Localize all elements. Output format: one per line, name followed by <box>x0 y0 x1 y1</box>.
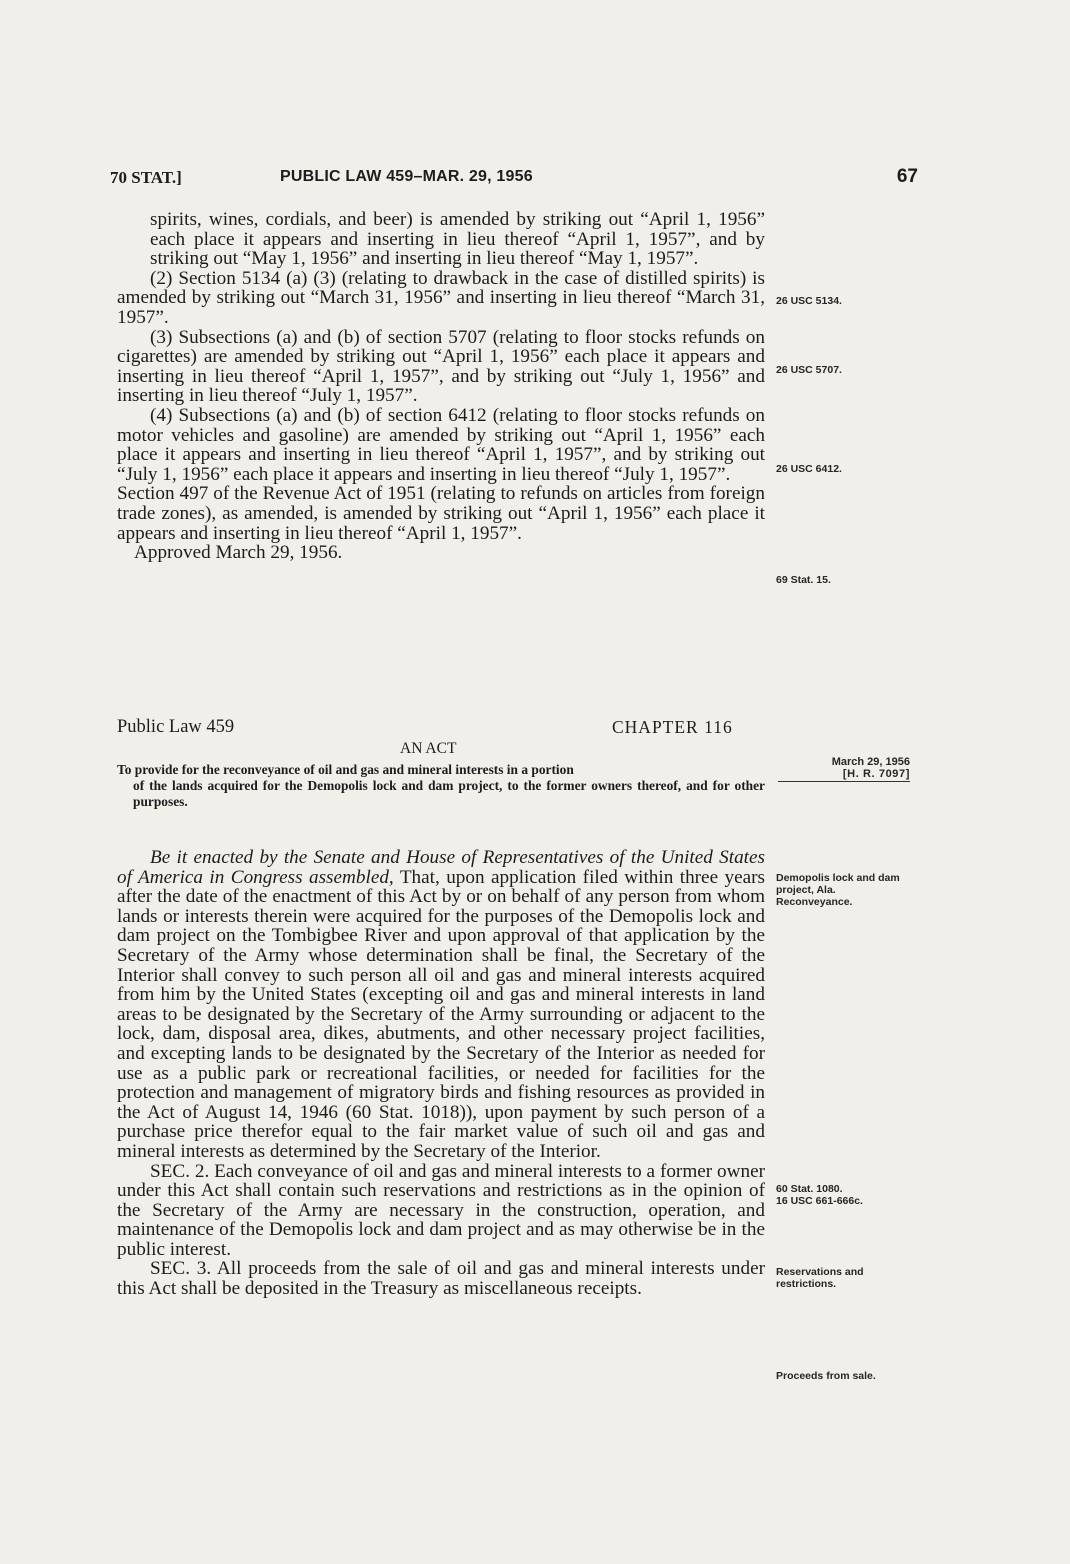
purpose-line-1: To provide for the reconveyance of oil and gas and mineral interests in a portion <box>117 762 574 777</box>
margin-note-5134: 26 USC 5134. <box>776 295 842 307</box>
purpose-line-2: of the lands acquired for the Demopolis lock and dam project, to the former owners thereof, and for other purposes. <box>133 777 765 809</box>
section-3 <box>117 1259 765 1298</box>
section-2 <box>117 1162 765 1260</box>
act-purpose <box>117 762 765 809</box>
margin-note-reservations: Reservations and restrictions. <box>776 1266 864 1290</box>
margin-note-demopolis-project: Demopolis lock and dam project, Ala. <box>776 872 900 896</box>
enactment-date-note <box>778 756 910 782</box>
approval-line: Approved March 29, 1956. <box>134 542 343 564</box>
an-act-heading: AN ACT <box>400 740 457 757</box>
paragraph-4: (4) Subsections (a) and (b) of section 6412 (relating to floor stocks refunds on motor vehicles and gasoline) are amended by striking out “April 1, 1956” each place it appears and inserting in lieu thereof “April 1, 1957”, and by striking out “July 1, 1956” each place it appears and inserting in lieu thereof “July 1, 1957”. <box>117 404 765 485</box>
margin-note-6412: 26 USC 6412. <box>776 463 842 475</box>
section-1-text: That, upon application filed within three years after the date of the enactment of this Act by or on behalf of any person from whom lands or interests therein were acquired for the purposes of the Demopolis lock and dam project on the Tombigbee River and upon approval of that application by the Secretary of the Army whose determination shall be final, the Secretary of the Interior shall convey to such person all oil and gas and mineral interests acquired from him by the United States (excepting oil and gas and mineral interests in land areas to be designated by the Secretary of the Army surrounding or adjacent to the lock, dam, disposal area, dikes, abutments, and other necessary project facilities, and excepting lands to be designated by the Secretary of the Interior as needed for use as a public park or recreational facilities, or needed for facilities for the protection and management of migratory birds and fishing resources as provided in the Act of August 14, 1946 (60 Stat. 1018)), upon payment by such person of a purchase price therefor equal to the fair market value of such oil and gas and mineral interests as determined by the Secretary of the Interior. <box>117 866 765 1162</box>
enacting-clause <box>117 848 765 1162</box>
section-2-label: SEC. 2. <box>150 1160 210 1182</box>
paragraph-5: Section 497 of the Revenue Act of 1951 (relating to refunds on articles from foreign trade zones), as amended, is amended by striking out “April 1, 1956” each place it appears and inserting in lieu thereof “April 1, 1957”. <box>117 483 765 544</box>
act-body <box>117 848 765 1299</box>
margin-note-proceeds: Proceeds from sale. <box>776 1370 876 1382</box>
section-2-text: Each conveyance of oil and gas and mineral interests to a former owner under this Act shall contain such reservations and restrictions as in the opinion of the Secretary of the Army are necessary in the construction, operation, and maintenance of the Demopolis lock and dam project and as may otherwise be in the public interest. <box>117 1160 765 1260</box>
margin-note-demopolis <box>776 872 921 908</box>
paragraph-2: (2) Section 5134 (a) (3) (relating to drawback in the case of distilled spirits) is amended by striking out “March 31, 1956” and inserting in lieu thereof “March 31, 1957”. <box>117 267 765 328</box>
margin-note-16-usc: 16 USC 661-666c. <box>776 1195 863 1207</box>
bill-number: [H. R. 7097] <box>842 768 910 780</box>
margin-note-5707: 26 USC 5707. <box>776 364 842 376</box>
chapter-label: CHAPTER 116 <box>612 717 733 737</box>
public-law-label: Public Law 459 <box>117 717 235 737</box>
page-header <box>110 168 918 192</box>
margin-note-60-stat-cite: 60 Stat. 1080. <box>776 1183 843 1195</box>
paragraph-continuation: spirits, wines, cordials, and beer) is amended by striking out “April 1, 1956” each place it appears and inserting in lieu thereof “April 1, 1957”, and by striking out “May 1, 1956” and inserting in lieu thereof “May 1, 1957”. <box>150 209 765 270</box>
enacting-formula: Be it enacted by the Senate and House of Representatives of the United States of America in Congress assembled, <box>117 847 765 888</box>
paragraph-3: (3) Subsections (a) and (b) of section 5707 (relating to floor stocks refunds on cigarettes) are amended by striking out “April 1, 1956” each place it appears and inserting in lieu thereof “April 1, 1957”, and by striking out “July 1, 1956” and inserting in lieu thereof “July 1, 1957”. <box>117 326 765 407</box>
margin-note-69-stat: 69 Stat. 15. <box>776 574 831 586</box>
section-3-text: All proceeds from the sale of oil and gas and mineral interests under this Act shall be deposited in the Treasury as miscellaneous receipts. <box>117 1258 765 1300</box>
continued-section <box>117 210 765 563</box>
running-title: PUBLIC LAW 459–MAR. 29, 1956 <box>280 168 533 185</box>
margin-note-reconveyance: Reconveyance. <box>776 896 853 908</box>
enactment-date: March 29, 1956 <box>831 756 910 768</box>
page-number: 67 <box>896 166 918 187</box>
margin-note-60-stat <box>776 1183 921 1207</box>
statute-volume: 70 STAT.] <box>110 168 182 187</box>
section-3-label: SEC. 3. <box>150 1258 212 1280</box>
